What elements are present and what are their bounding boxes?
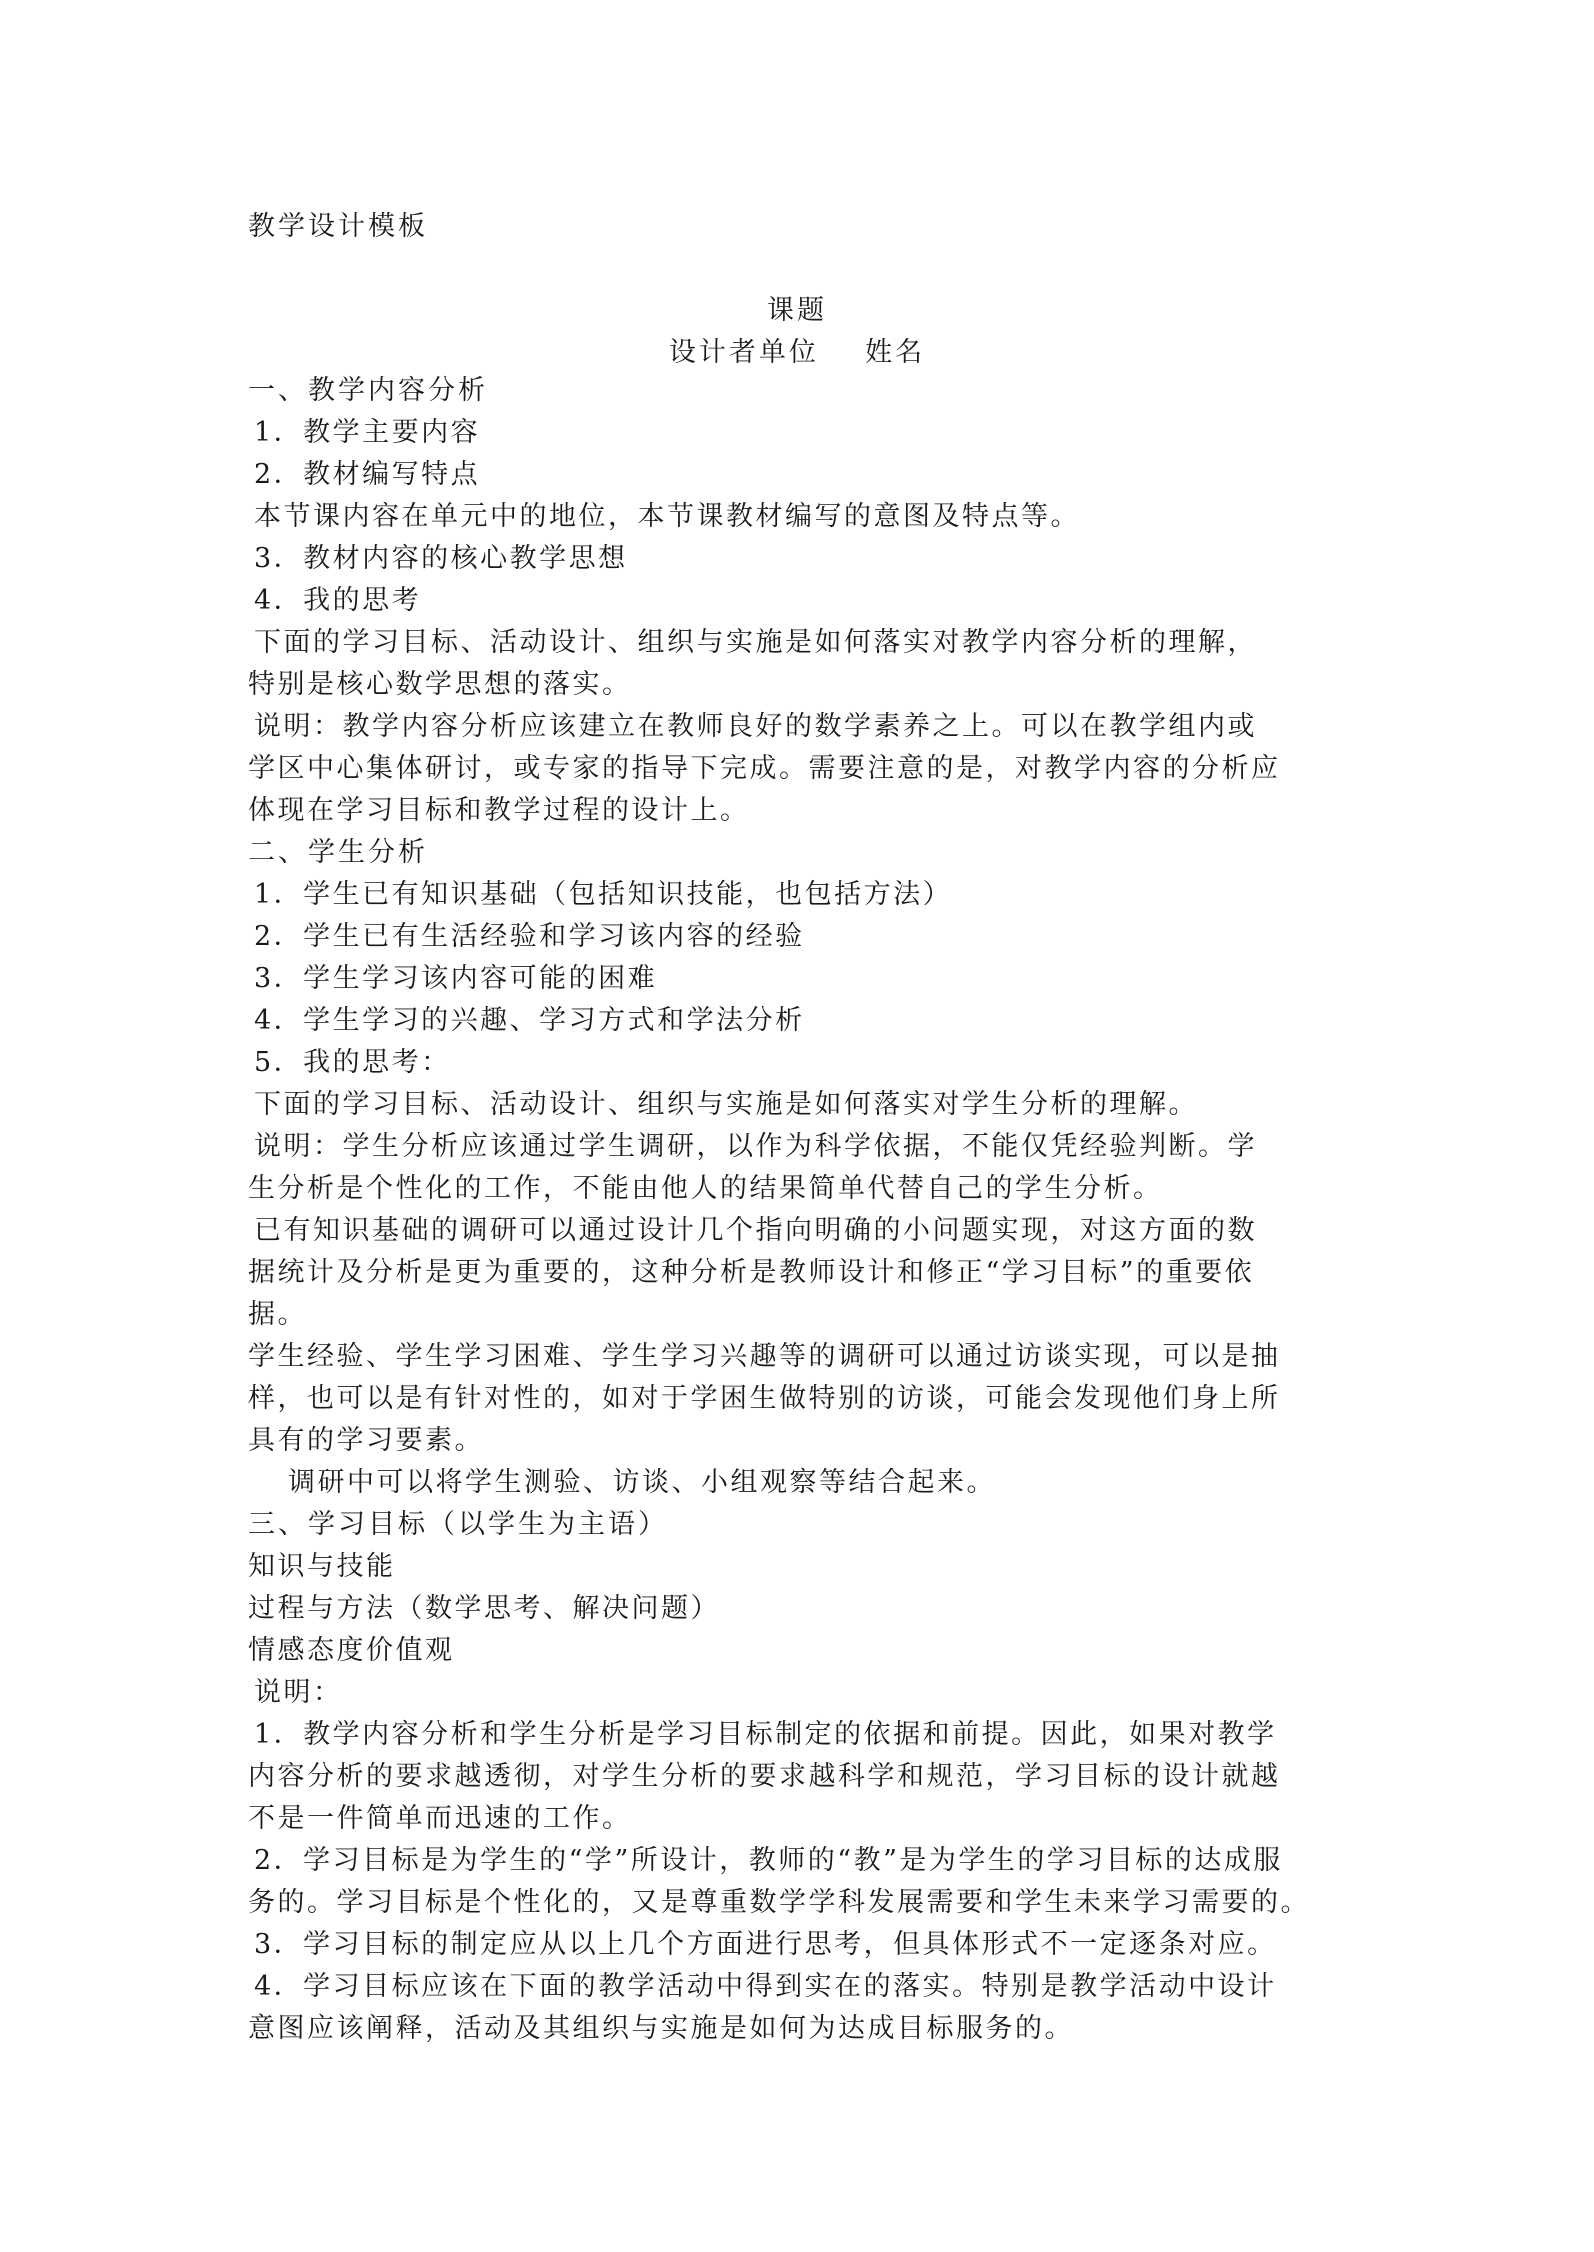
numbered-item: 1．学生已有知识基础（包括知识技能，也包括方法） (254, 879, 953, 910)
paragraph-line: 据统计及分析是更为重要的，这种分析是教师设计和修正“学习目标”的重要依 (248, 1257, 1255, 1288)
author-line: 设计者单位 姓名 (668, 337, 926, 368)
paragraph-line: 下面的学习目标、活动设计、组织与实施是如何落实对教学内容分析的理解， (254, 627, 1257, 658)
numbered-item: 4．学习目标应该在下面的教学活动中得到实在的落实。特别是教学活动中设计 (254, 1971, 1277, 2002)
numbered-item: 3．学习目标的制定应从以上几个方面进行思考，但具体形式不一定逐条对应。 (254, 1929, 1277, 1960)
numbered-item: 1．教学主要内容 (254, 417, 481, 448)
document-body (248, 370, 1358, 2050)
template-label: 教学设计模板 (248, 211, 428, 242)
paragraph-line: 情感态度价值观 (248, 1635, 455, 1666)
numbered-item: 2．学生已有生活经验和学习该内容的经验 (254, 921, 805, 952)
paragraph-line: 特别是核心数学思想的落实。 (248, 669, 632, 700)
paragraph-line: 具有的学习要素。 (248, 1425, 484, 1456)
paragraph-line: 体现在学习目标和教学过程的设计上。 (248, 795, 750, 826)
paragraph-line: 已有知识基础的调研可以通过设计几个指向明确的小问题实现，对这方面的数 (254, 1215, 1257, 1246)
numbered-item: 1．教学内容分析和学生分析是学习目标制定的依据和前提。因此，如果对教学 (254, 1719, 1277, 1750)
paragraph-line: 务的。学习目标是个性化的，又是尊重数学学科发展需要和学生未来学习需要的。 (248, 1887, 1310, 1918)
numbered-item: 3．学生学习该内容可能的困难 (254, 963, 658, 994)
numbered-item: 3．教材内容的核心教学思想 (254, 543, 628, 574)
paragraph-line: 据。 (248, 1299, 307, 1330)
paragraph-line: 意图应该阐释，活动及其组织与实施是如何为达成目标服务的。 (248, 2013, 1074, 2044)
section-heading: 三、学习目标（以学生为主语） (248, 1509, 668, 1540)
paragraph-line: 说明：教学内容分析应该建立在教师良好的数学素养之上。可以在教学组内或 (254, 711, 1257, 742)
paragraph-line: 知识与技能 (248, 1551, 396, 1582)
paragraph-line: 生分析是个性化的工作，不能由他人的结果简单代替自己的学生分析。 (248, 1173, 1163, 1204)
paragraph-line: 下面的学习目标、活动设计、组织与实施是如何落实对学生分析的理解。 (254, 1089, 1198, 1120)
numbered-item: 2．教材编写特点 (254, 459, 481, 490)
paragraph-line: 学区中心集体研讨，或专家的指导下完成。需要注意的是，对教学内容的分析应 (248, 753, 1281, 784)
paragraph-line: 不是一件简单而迅速的工作。 (248, 1803, 632, 1834)
section-heading: 二、学生分析 (248, 837, 428, 868)
paragraph-line: 说明：学生分析应该通过学生调研，以作为科学依据，不能仅凭经验判断。学 (254, 1131, 1257, 1162)
paragraph-line: 调研中可以将学生测验、访谈、小组观察等结合起来。 (288, 1467, 996, 1498)
paragraph-line: 本节课内容在单元中的地位，本节课教材编写的意图及特点等。 (254, 501, 1080, 532)
paragraph-line: 过程与方法（数学思考、解决问题） (248, 1593, 720, 1624)
numbered-item: 4．我的思考 (254, 585, 422, 616)
paragraph-line: 学生经验、学生学习困难、学生学习兴趣等的调研可以通过访谈实现，可以是抽 (248, 1341, 1281, 1372)
numbered-item: 5．我的思考： (254, 1047, 451, 1078)
section-heading: 一、教学内容分析 (248, 375, 488, 406)
numbered-item: 4．学生学习的兴趣、学习方式和学法分析 (254, 1005, 805, 1036)
paragraph-line: 说明： (254, 1677, 343, 1708)
numbered-item: 2．学习目标是为学生的“学”所设计，教师的“教”是为学生的学习目标的达成服 (254, 1845, 1283, 1876)
paragraph-line: 样，也可以是有针对性的，如对于学困生做特别的访谈，可能会发现他们身上所 (248, 1383, 1281, 1414)
lesson-title: 课题 (767, 295, 827, 326)
paragraph-line: 内容分析的要求越透彻，对学生分析的要求越科学和规范，学习目标的设计就越 (248, 1761, 1281, 1792)
